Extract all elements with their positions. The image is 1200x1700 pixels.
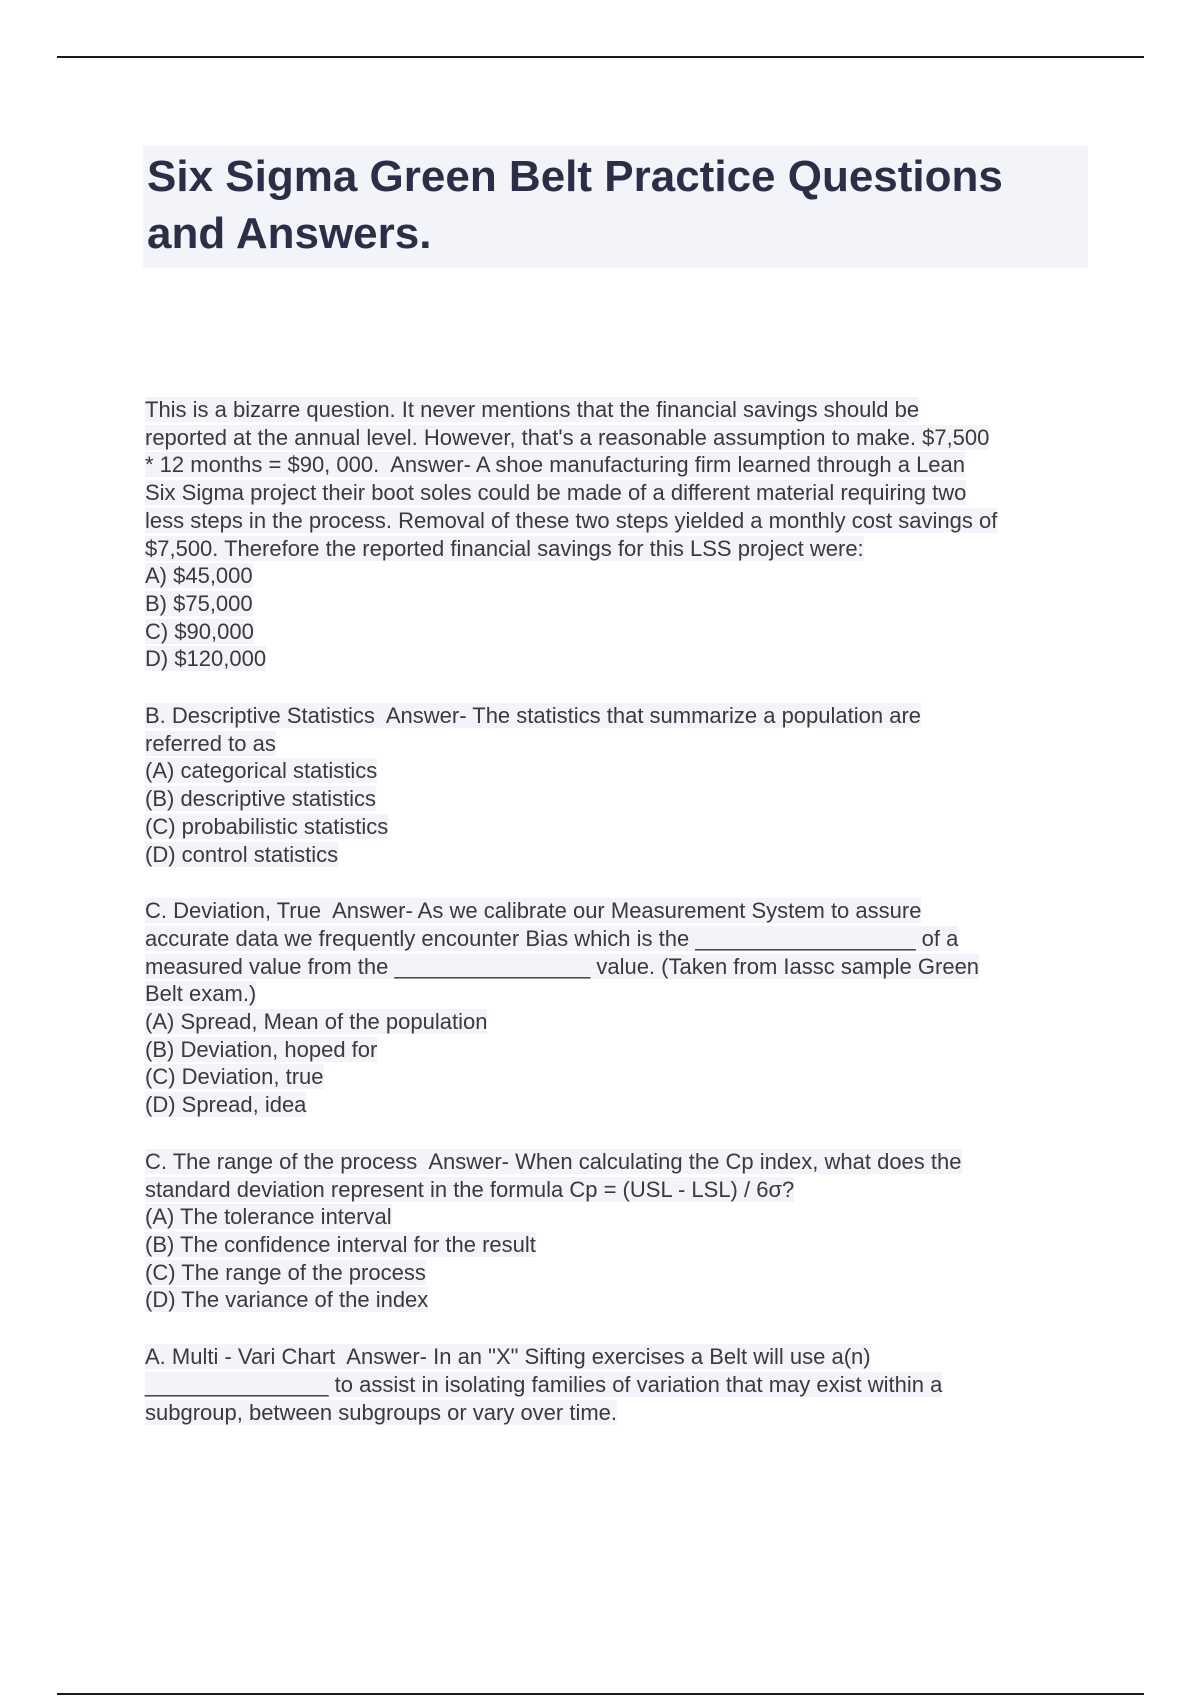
text-line-content: accurate data we frequently encounter Bias which is the __________________ of a	[145, 925, 959, 951]
text-line	[145, 451, 1095, 479]
answer-option-text: A) $45,000	[145, 563, 253, 589]
bottom-rule	[57, 1693, 1144, 1695]
text-line-content: measured value from the ________________ value. (Taken from Iassc sample Green	[145, 953, 980, 979]
qa-block-3	[145, 897, 1095, 1119]
title-block	[143, 146, 1088, 268]
answer-option-text: (A) Spread, Mean of the population	[145, 1009, 488, 1035]
qa-block-5	[145, 1343, 1095, 1426]
answer-option	[145, 645, 1095, 673]
text-line	[145, 953, 1095, 981]
text-line-content: C. The range of the process Answer- When calculating the Cp index, what does the	[145, 1148, 962, 1174]
qa-content	[145, 396, 1095, 1455]
answer-option-text: B) $75,000	[145, 590, 253, 616]
answer-option	[145, 1091, 1095, 1119]
answer-option	[145, 1259, 1095, 1287]
answer-option-text: D) $120,000	[145, 646, 267, 672]
text-line	[145, 897, 1095, 925]
title-line-2: and Answers.	[147, 209, 432, 258]
answer-option	[145, 1203, 1095, 1231]
answer-option	[145, 841, 1095, 869]
answer-option	[145, 785, 1095, 813]
answer-option	[145, 757, 1095, 785]
text-line-content: reported at the annual level. However, that's a reasonable assumption to make. $7,500	[145, 424, 990, 450]
answer-option	[145, 590, 1095, 618]
text-line-content: less steps in the process. Removal of these two steps yielded a monthly cost savings of	[145, 507, 998, 533]
text-line-content: subgroup, between subgroups or vary over time.	[145, 1399, 618, 1425]
qa-block-1	[145, 396, 1095, 673]
text-line	[145, 535, 1095, 563]
text-line	[145, 424, 1095, 452]
text-line	[145, 925, 1095, 953]
answer-option-text: (C) Deviation, true	[145, 1064, 324, 1090]
qa-block-2	[145, 702, 1095, 868]
text-line-content: * 12 months = $90, 000. Answer- A shoe manufacturing firm learned through a Lean	[145, 452, 966, 478]
text-line	[145, 1176, 1095, 1204]
page-title	[147, 148, 1084, 262]
text-line	[145, 1343, 1095, 1371]
text-line-content: $7,500. Therefore the reported financial savings for this LSS project were:	[145, 535, 864, 561]
answer-option	[145, 562, 1095, 590]
text-line	[145, 980, 1095, 1008]
answer-option-text: (D) Spread, idea	[145, 1092, 307, 1118]
answer-option-text: (B) descriptive statistics	[145, 786, 377, 812]
answer-option	[145, 1063, 1095, 1091]
answer-option-text: (B) Deviation, hoped for	[145, 1036, 378, 1062]
text-line-content: standard deviation represent in the formula Cp = (USL - LSL) / 6σ?	[145, 1176, 795, 1202]
text-line-content: B. Descriptive Statistics Answer- The statistics that summarize a population are	[145, 703, 922, 729]
answer-option-text: (D) control statistics	[145, 841, 339, 867]
answer-option	[145, 1036, 1095, 1064]
answer-option	[145, 1231, 1095, 1259]
text-line-content: This is a bizarre question. It never mentions that the financial savings should be	[145, 397, 920, 422]
answer-option	[145, 1008, 1095, 1036]
text-line	[145, 396, 1095, 424]
text-line-content: Belt exam.)	[145, 981, 257, 1007]
answer-option-text: (A) categorical statistics	[145, 758, 378, 784]
text-line-content: _______________ to assist in isolating families of variation that may exist within a	[145, 1371, 943, 1397]
text-line-content: C. Deviation, True Answer- As we calibrate our Measurement System to assure	[145, 898, 922, 924]
answer-option-text: (A) The tolerance interval	[145, 1204, 392, 1230]
answer-option-text: (B) The confidence interval for the result	[145, 1231, 536, 1257]
answer-option-text: C) $90,000	[145, 618, 254, 644]
text-line-content: referred to as	[145, 730, 276, 756]
answer-option	[145, 618, 1095, 646]
answer-option	[145, 1286, 1095, 1314]
text-line-content: A. Multi - Vari Chart Answer- In an "X" Sifting exercises a Belt will use a(n)	[145, 1344, 871, 1370]
text-line	[145, 479, 1095, 507]
answer-option-text: (C) probabilistic statistics	[145, 813, 389, 839]
answer-option-text: (D) The variance of the index	[145, 1287, 429, 1313]
text-line	[145, 1371, 1095, 1399]
text-line-content: Six Sigma project their boot soles could be made of a different material requiring two	[145, 480, 967, 506]
text-line	[145, 702, 1095, 730]
title-line-1: Six Sigma Green Belt Practice Questions	[147, 152, 1003, 201]
answer-option-text: (C) The range of the process	[145, 1259, 426, 1285]
text-line	[145, 507, 1095, 535]
top-rule	[57, 56, 1144, 58]
text-line	[145, 1399, 1095, 1427]
answer-option	[145, 813, 1095, 841]
text-line	[145, 730, 1095, 758]
qa-block-4	[145, 1148, 1095, 1314]
text-line	[145, 1148, 1095, 1176]
